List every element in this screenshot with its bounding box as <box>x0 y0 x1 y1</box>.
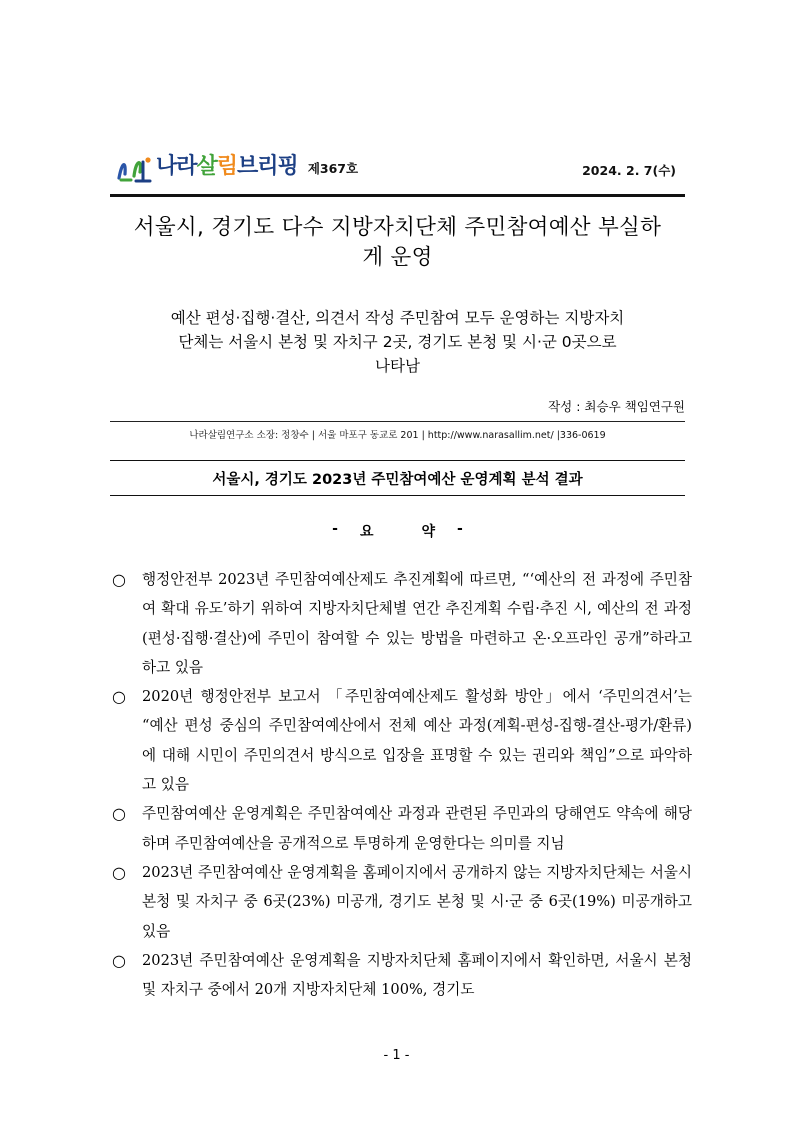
circle-bullet-icon: ○ <box>112 687 126 707</box>
issue-number: 제367호 <box>307 161 359 176</box>
logo-wordmark <box>156 150 298 184</box>
summary-dash: - <box>457 521 463 537</box>
title-line: 서울시, 경기도 다수 지방자치단체 주민참여예산 부실하 <box>133 215 662 240</box>
page-number: - 1 - <box>383 1048 410 1063</box>
subtitle-line: 단체는 서울시 본청 및 자치구 2곳, 경기도 본청 및 시·군 0곳으로 <box>178 333 617 351</box>
summary-char: 요 <box>359 524 374 540</box>
page-title <box>110 213 685 273</box>
circle-bullet-icon: ○ <box>112 862 126 882</box>
list-item <box>112 858 692 946</box>
title-line: 게 운영 <box>362 245 433 270</box>
header-divider <box>110 194 685 197</box>
briefing-header <box>116 144 676 184</box>
logo-part: 나라 <box>156 154 197 179</box>
subtitle-line: 예산 편성·집행·결산, 의견서 작성 주민참여 모두 운영하는 지방자치 <box>170 309 625 327</box>
bullet-text: 2023년 주민참여예산 운영계획을 홈페이지에서 공개하지 않는 지방자치단체는 서울시 본청 및 자치구 중 6곳(23%) 미공개, 경기도 본청 및 시·군 중 6곳(19%) 미공개하고 있음 <box>142 863 692 940</box>
bullet-text: 행정안전부 2023년 주민참여예산제도 추진계획에 따르면, “‘예산의 전 과정에 주민참여 확대 유도’하기 위하여 지방자치단체별 연간 추진계획 수립·추진 시, 예산의 전 과정(편성·집행·결산)에 주민이 참여할 수 있는 방법을 마련하고 온·오프라인 공개”하라고 하고 있음 <box>142 571 692 676</box>
circle-bullet-icon: ○ <box>112 950 126 970</box>
publish-date: 2024. 2. 7(수) <box>582 163 676 178</box>
bullet-text: 2020년 행정안전부 보고서 「주민참여예산제도 활성화 방안」에서 ‘주민의견서’는 “예산 편성 중심의 주민참여예산에서 전체 예산 과정(계획-편성-집행-결산-평가/환류)에 대해 시민이 주민의견서 방식으로 입장을 표명할 수 있는 권리와 책임”으로 파악하고 있음 <box>142 688 692 794</box>
logo-part: 브리핑 <box>237 154 298 179</box>
info-divider <box>110 421 685 422</box>
logo-mark-icon <box>116 152 154 184</box>
list-item <box>112 799 692 858</box>
list-item <box>112 682 692 799</box>
institute-info: 나라살림연구소 소장: 정창수 | 서울 마포구 동교로 201 | http://www.narasallim.net/ |336-0619 <box>189 430 606 441</box>
list-item <box>112 946 692 1005</box>
logo-part: 림 <box>216 154 238 179</box>
summary-label <box>110 521 685 541</box>
bullet-text: 주민참여예산 운영계획은 주민참여예산 과정과 관련된 주민과의 당해연도 약속에 해당하며 주민참여예산을 공개적으로 투명하게 운영한다는 의미를 지님 <box>142 805 692 852</box>
author-credit: 작성 : 최승우 책임연구원 <box>548 399 685 414</box>
logo <box>116 144 358 184</box>
summary-bullet-list <box>112 565 692 1004</box>
circle-bullet-icon: ○ <box>112 804 126 824</box>
page-subtitle <box>110 306 685 378</box>
circle-bullet-icon: ○ <box>112 570 126 589</box>
summary-char: 약 <box>421 524 436 540</box>
section-title: 서울시, 경기도 2023년 주민참여예산 운영계획 분석 결과 <box>212 472 583 488</box>
subtitle-line: 나타남 <box>375 357 420 375</box>
summary-dash: - <box>332 521 338 537</box>
list-item <box>112 565 692 682</box>
section-header <box>110 460 685 496</box>
logo-part: 살 <box>196 154 217 179</box>
bullet-text: 2023년 주민참여예산 운영계획을 지방자치단체 홈페이지에서 확인하면, 서울시 본청 및 자치구 중에서 20개 지방자치단체 100%, 경기도 <box>142 951 692 999</box>
